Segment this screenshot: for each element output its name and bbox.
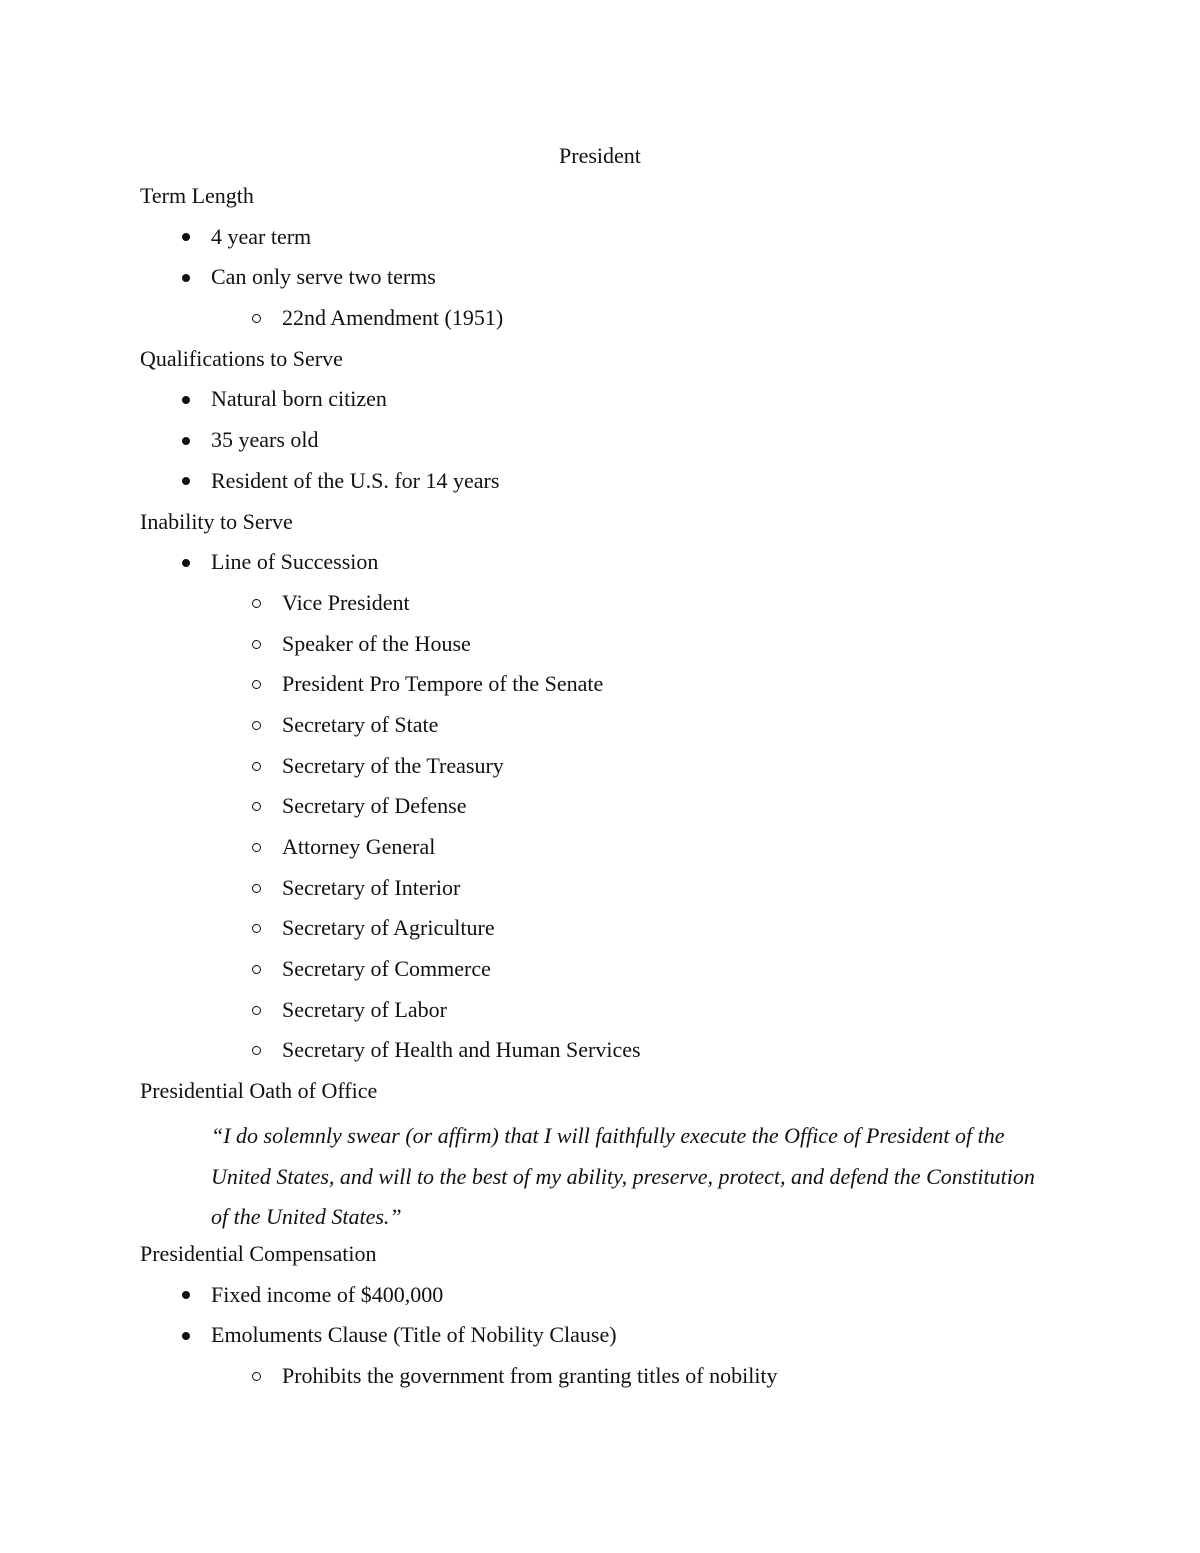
bullet-circle-icon bbox=[246, 912, 266, 944]
bullet-circle-icon bbox=[246, 587, 266, 619]
list-item-text: Can only serve two terms bbox=[211, 264, 436, 290]
succession-item-text: Secretary of Defense bbox=[282, 793, 467, 819]
succession-item bbox=[140, 668, 1060, 709]
succession-item bbox=[140, 587, 1060, 628]
bullet-circle-icon bbox=[246, 790, 266, 822]
bullet-dot-icon bbox=[176, 383, 196, 415]
succession-item bbox=[140, 790, 1060, 831]
succession-item-text: President Pro Tempore of the Senate bbox=[282, 671, 604, 697]
succession-item bbox=[140, 872, 1060, 913]
succession-item-text: Secretary of State bbox=[282, 711, 439, 737]
list-item bbox=[140, 1319, 1060, 1360]
bullet-dot-icon bbox=[176, 546, 196, 578]
succession-item-text: Attorney General bbox=[282, 834, 436, 859]
list-item-text: Emoluments Clause (Title of Nobility Clause) bbox=[211, 1322, 617, 1348]
section-heading-oath: Presidential Oath of Office bbox=[140, 1078, 378, 1104]
bullet-circle-icon bbox=[246, 1034, 266, 1066]
succession-item-text: Speaker of the House bbox=[282, 630, 471, 656]
bullet-circle-icon bbox=[246, 831, 266, 863]
section-heading-compensation: Presidential Compensation bbox=[140, 1240, 377, 1266]
bullet-circle-icon bbox=[246, 302, 266, 334]
succession-item bbox=[140, 994, 1060, 1035]
succession-item-text: Secretary of Commerce bbox=[282, 956, 491, 982]
bullet-dot-icon bbox=[176, 465, 196, 497]
bullet-circle-icon bbox=[246, 994, 266, 1026]
list-item-text: Resident of the U.S. for 14 years bbox=[211, 467, 500, 493]
bullet-dot-icon bbox=[176, 1279, 196, 1311]
bullet-dot-icon bbox=[176, 424, 196, 456]
succession-item-text: Secretary of Labor bbox=[282, 996, 447, 1022]
bullet-circle-icon bbox=[246, 953, 266, 985]
succession-item-text: Secretary of the Treasury bbox=[282, 752, 504, 778]
bullet-circle-icon bbox=[246, 628, 266, 660]
succession-item bbox=[140, 709, 1060, 750]
bullet-dot-icon bbox=[176, 261, 196, 293]
list-item-text: Natural born citizen bbox=[211, 386, 387, 412]
sub-list-item-text: Prohibits the government from granting titles of nobility bbox=[282, 1362, 778, 1388]
succession-item bbox=[140, 953, 1060, 994]
succession-item bbox=[140, 912, 1060, 953]
list-item bbox=[140, 465, 1060, 506]
list-item bbox=[140, 1279, 1060, 1320]
section-heading-term-length: Term Length bbox=[140, 183, 254, 208]
succession-item-text: Secretary of Health and Human Services bbox=[282, 1037, 641, 1063]
list-item-text: Fixed income of $400,000 bbox=[211, 1281, 444, 1307]
list-item bbox=[140, 221, 1060, 262]
succession-item bbox=[140, 831, 1060, 872]
sub-list-item bbox=[140, 302, 1060, 343]
succession-item bbox=[140, 1034, 1060, 1075]
list-item bbox=[140, 424, 1060, 465]
list-item bbox=[140, 546, 1060, 587]
bullet-circle-icon bbox=[246, 668, 266, 700]
section-heading-qualifications: Qualifications to Serve bbox=[140, 345, 343, 371]
bullet-circle-icon bbox=[246, 1360, 266, 1392]
bullet-dot-icon bbox=[176, 1319, 196, 1351]
succession-item-text: Vice President bbox=[282, 589, 410, 615]
sub-list-item-text: 22nd Amendment (1951) bbox=[282, 305, 504, 331]
list-item-text: 35 years old bbox=[211, 427, 319, 453]
succession-item bbox=[140, 750, 1060, 791]
oath-quote: “I do solemnly swear (or affirm) that I will faithfully execute the Office of President of the United States, and will to the best of my ability, preserve, protect, and defend the Constitution of the United States.” bbox=[211, 1122, 1035, 1230]
succession-item bbox=[140, 628, 1060, 669]
sub-list-item bbox=[140, 1360, 1060, 1401]
section-heading-inability: Inability to Serve bbox=[140, 508, 293, 534]
list-item-text: Line of Succession bbox=[211, 549, 379, 575]
document-title: President bbox=[559, 143, 641, 168]
bullet-dot-icon bbox=[176, 221, 196, 253]
succession-item-text: Secretary of Interior bbox=[282, 874, 461, 900]
list-item-text: 4 year term bbox=[211, 223, 312, 249]
succession-item-text: Secretary of Agriculture bbox=[282, 915, 495, 941]
bullet-circle-icon bbox=[246, 872, 266, 904]
list-item bbox=[140, 383, 1060, 424]
list-item bbox=[140, 261, 1060, 302]
document-body bbox=[140, 180, 1060, 1401]
bullet-circle-icon bbox=[246, 750, 266, 782]
bullet-circle-icon bbox=[246, 709, 266, 741]
